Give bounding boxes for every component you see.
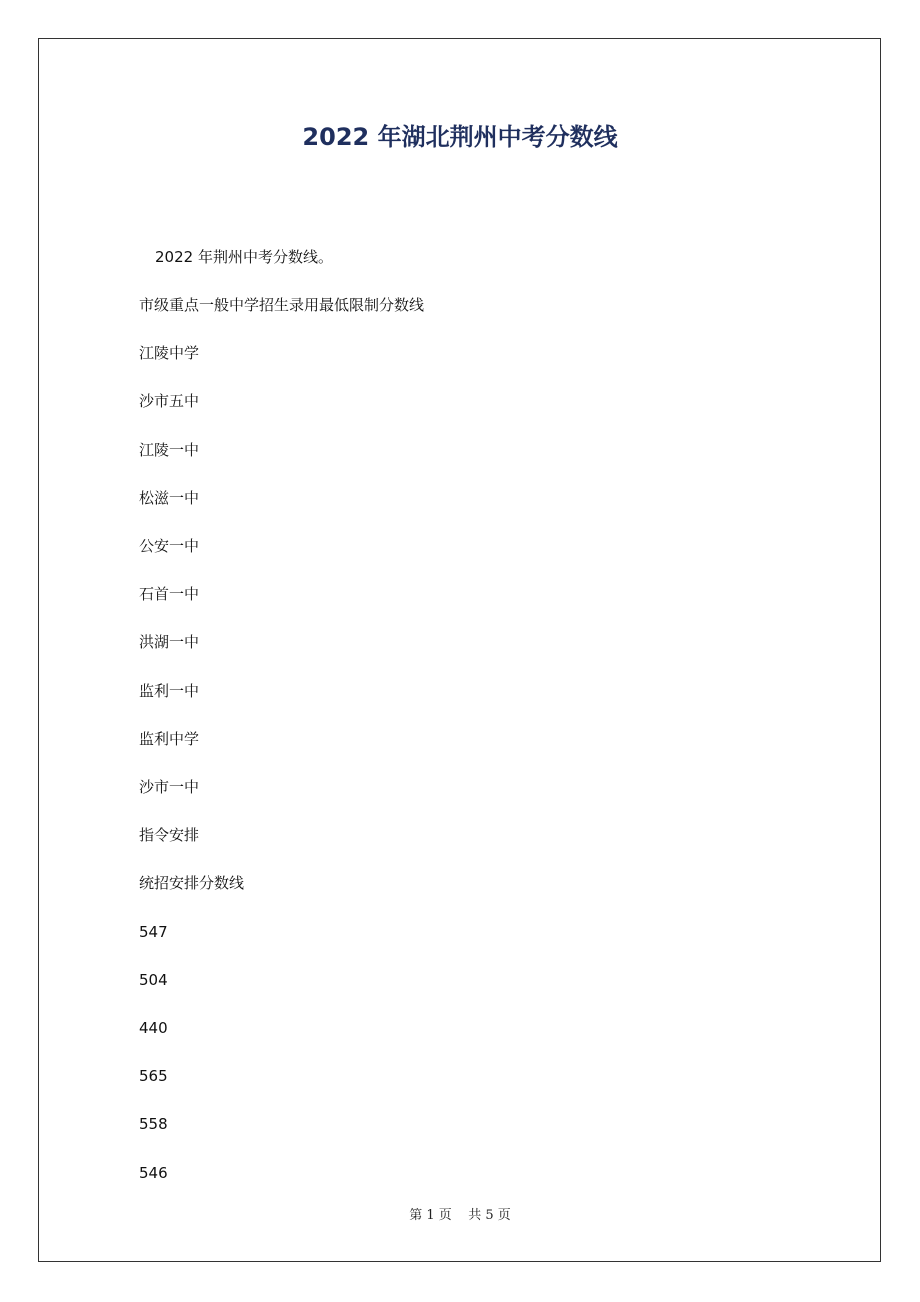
content-line: 公安一中 (139, 537, 200, 555)
document-title: 2022 年湖北荆州中考分数线 (302, 123, 618, 151)
content-line: 沙市一中 (139, 778, 200, 796)
content-line: 547 (139, 923, 168, 941)
intro-paragraph: 2022 年荆州中考分数线。 (155, 248, 333, 266)
content-line: 洪湖一中 (139, 633, 200, 651)
content-line: 监利一中 (139, 682, 200, 700)
page-number: 第 1 页 (409, 1208, 452, 1223)
page-footer (0, 1206, 920, 1226)
content-line: 江陵一中 (139, 441, 200, 459)
content-line: 504 (139, 971, 168, 989)
content-line: 指令安排 (139, 826, 200, 844)
content-line: 565 (139, 1067, 168, 1085)
content-line: 江陵中学 (139, 344, 200, 362)
content-line: 统招安排分数线 (139, 874, 245, 892)
content-line: 沙市五中 (139, 392, 200, 410)
content-line: 监利中学 (139, 730, 200, 748)
content-line: 440 (139, 1019, 168, 1037)
content-line: 松滋一中 (139, 489, 200, 507)
content-line: 546 (139, 1164, 168, 1182)
content-line: 市级重点一般中学招生录用最低限制分数线 (139, 296, 425, 314)
page-total: 共 5 页 (468, 1208, 511, 1223)
content-line: 558 (139, 1115, 168, 1133)
content-line: 石首一中 (139, 585, 200, 603)
